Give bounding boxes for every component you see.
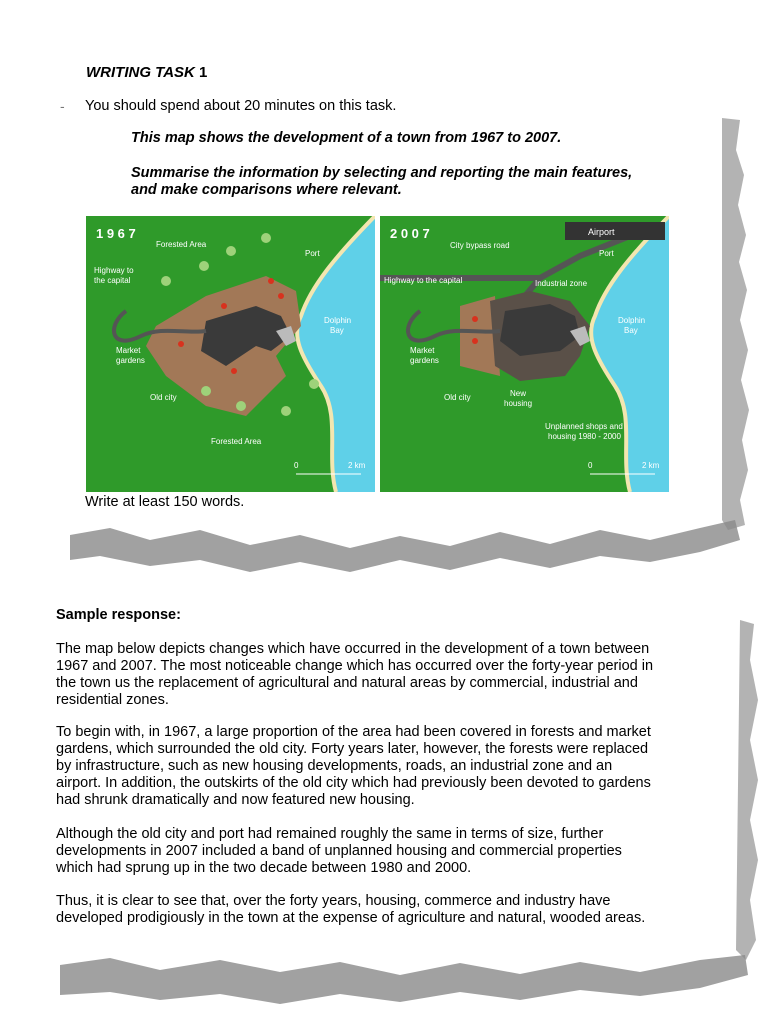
map2007-port: Port <box>599 249 614 258</box>
paragraph-2 <box>56 724 706 809</box>
task-instruction: You should spend about 20 minutes on this task. <box>85 98 397 114</box>
map1967-scale-end: 2 km <box>348 461 366 470</box>
map2007-new-housing-line1: New <box>510 389 527 398</box>
p2-line: To begin with, in 1967, a large proportion of the area had been covered in forests and market <box>56 724 651 740</box>
map1967-port: Port <box>305 249 320 258</box>
sample-heading: Sample response: <box>56 607 181 623</box>
task-number: 1 <box>199 64 208 81</box>
map1967-forested-top: Forested Area <box>156 240 207 249</box>
map2007-new-housing-line2: housing <box>504 399 533 408</box>
task-title-text: WRITING TASK <box>86 64 195 81</box>
map1967-scale-start: 0 <box>294 461 299 470</box>
paragraph-4 <box>56 893 706 927</box>
map1967-bay-line1: Dolphin <box>324 316 352 325</box>
p4-line: Thus, it is clear to see that, over the forty years, housing, commerce and industry have <box>56 893 611 909</box>
map2007-unplanned-line1: Unplanned shops and <box>545 422 623 431</box>
task-prompt-2a: Summarise the information by selecting and reporting the main features, <box>131 165 633 181</box>
map1967-old-city: Old city <box>150 393 177 402</box>
p2-line: had shrunk dramatically and now featured new housing. <box>56 792 415 808</box>
paragraph-1 <box>56 641 706 709</box>
map2007-scale-start: 0 <box>588 461 593 470</box>
map1967-forested-bottom: Forested Area <box>211 437 262 446</box>
task-prompt-2b: and make comparisons where relevant. <box>131 182 402 198</box>
map2007-highway: Highway to the capital <box>384 276 463 285</box>
map2007-old-city: Old city <box>444 393 471 402</box>
map2007-bay-line2: Bay <box>624 326 638 335</box>
map2007-bypass: City bypass road <box>450 241 510 250</box>
bullet-dash: - <box>60 98 65 114</box>
map2007-market-line2: gardens <box>410 356 439 365</box>
p2-line: gardens, which surrounded the old city. Forty years later, however, the forests were replaced <box>56 741 649 757</box>
p2-line: airport. In addition, the outskirts of the old city which had previously been devoted to gardens <box>56 775 651 791</box>
p4-line: developed prodigiously in the town at the expense of agriculture and natural, wooded areas. <box>56 910 646 926</box>
p1-line: the town us the replacement of agricultural and natural areas by commercial, industrial and <box>56 675 638 691</box>
p1-line: residential zones. <box>56 692 169 708</box>
p3-line: which had sprung up in the two decade between 1980 and 2000. <box>56 860 472 876</box>
word-count-instruction: Write at least 150 words. <box>85 494 245 510</box>
map1967-bay-line2: Bay <box>330 326 344 335</box>
map2007-scale-end: 2 km <box>642 461 660 470</box>
p2-line: by infrastructure, such as new housing developments, roads, an industrial zone and an <box>56 758 613 774</box>
map2007-market-line1: Market <box>410 346 435 355</box>
map2007-year: 2 0 0 7 <box>390 226 430 241</box>
task-prompt-1: This map shows the development of a town from 1967 to 2007. <box>131 130 562 146</box>
map2007-industrial: Industrial zone <box>535 279 588 288</box>
map1967-market-line1: Market <box>116 346 141 355</box>
p3-line: developments in 2007 included a band of unplanned housing and commercial properties <box>56 843 622 859</box>
map2007-unplanned-line2: housing 1980 - 2000 <box>548 432 621 441</box>
p3-line: Although the old city and port had remained roughly the same in terms of size, further <box>56 826 604 842</box>
map1967-highway-line2: the capital <box>94 276 131 285</box>
p1-line: 1967 and 2007. The most noticeable change which has occurred over the forty-year period in <box>56 658 654 674</box>
p1-line: The map below depicts changes which have occurred in the development of a town between <box>56 641 650 657</box>
map2007-bay-line1: Dolphin <box>618 316 646 325</box>
map-1967 <box>86 216 375 492</box>
map1967-highway-line1: Highway to <box>94 266 134 275</box>
paragraph-3 <box>56 826 706 877</box>
map2007-airport: Airport <box>588 227 615 237</box>
map1967-year: 1 9 6 7 <box>96 226 136 241</box>
map-2007 <box>380 216 669 492</box>
task-title <box>86 64 207 81</box>
map1967-market-line2: gardens <box>116 356 145 365</box>
